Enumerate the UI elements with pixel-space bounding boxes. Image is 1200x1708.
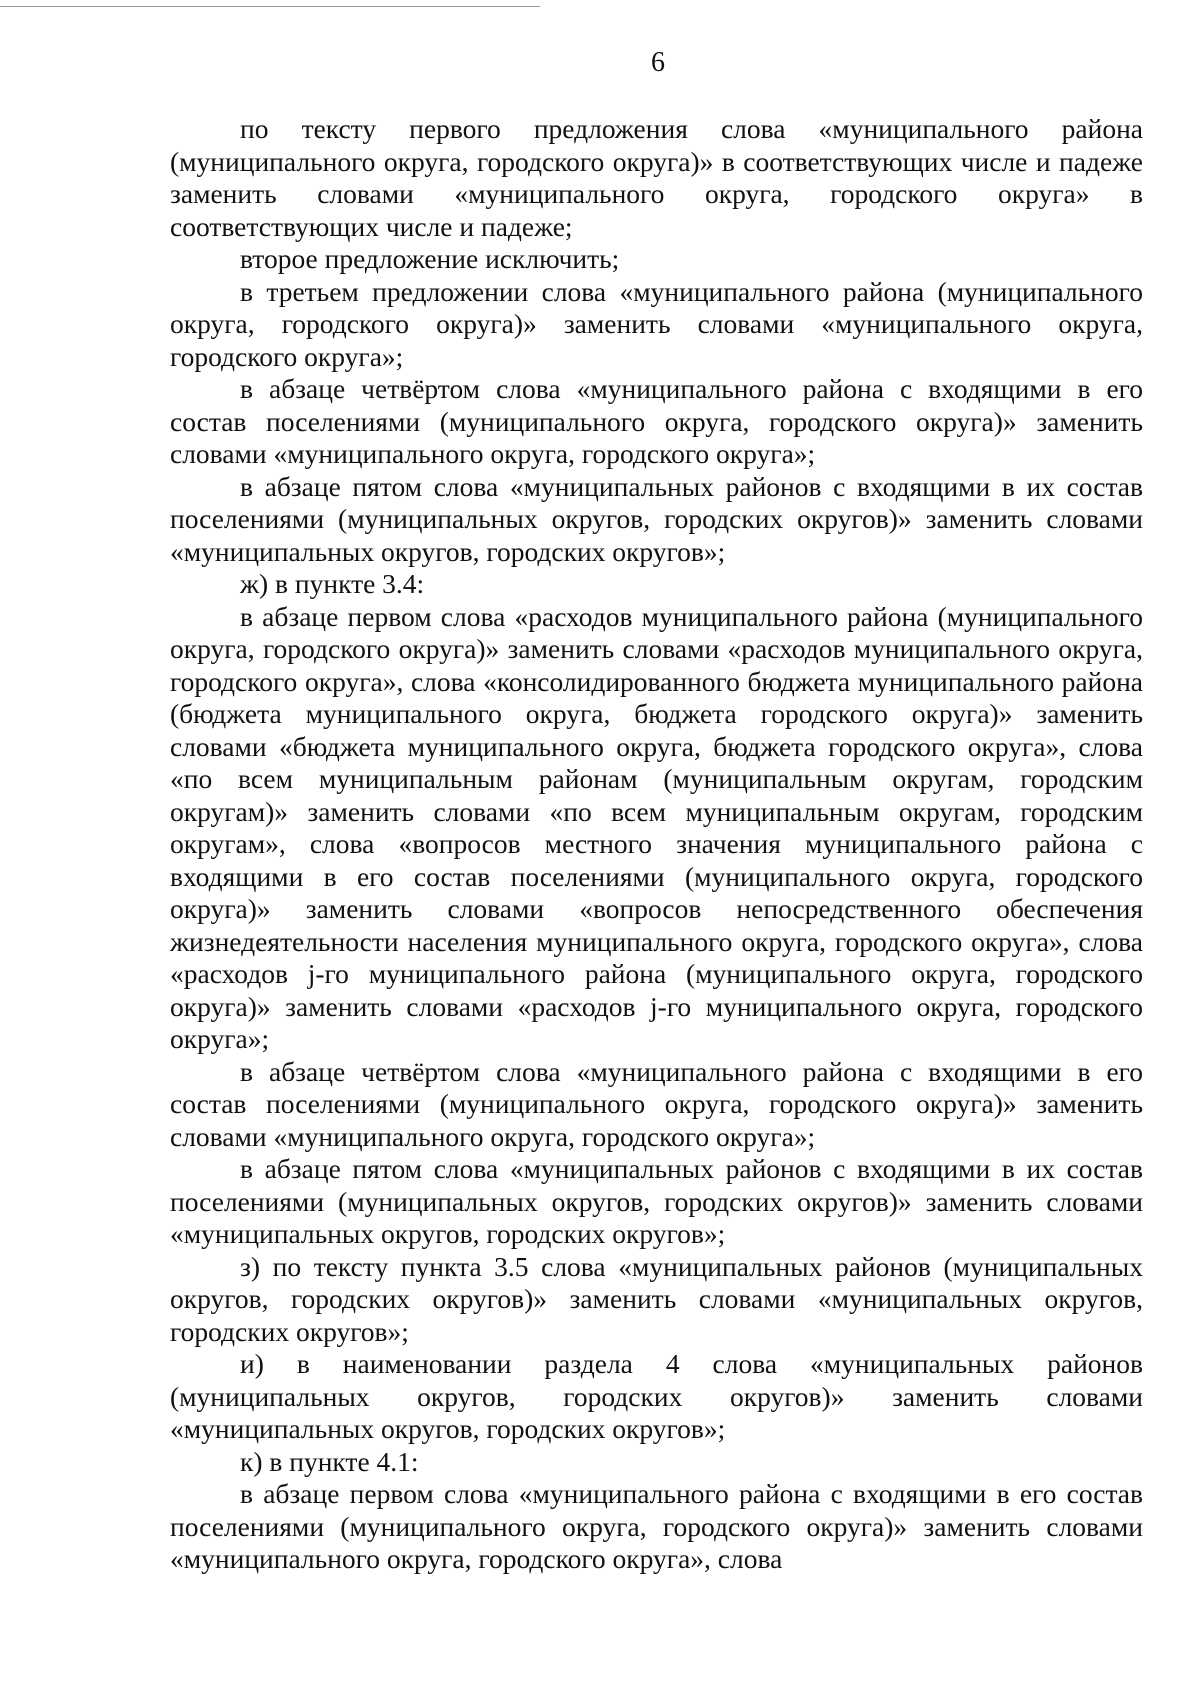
page-number: 6 <box>651 47 665 78</box>
paragraph: в абзаце первом слова «муниципального района с входящими в его состав поселениями (муниципального округа, городского округа)» заменить словами «муниципального округа, городского округа», слова <box>170 1478 1143 1574</box>
paragraph: в третьем предложении слова «муниципального района (муниципального округа, городского округа)» заменить словами «муниципального округа, городского округа»; <box>170 275 1143 372</box>
paragraph: в абзаце четвёртом слова «муниципального района с входящими в его состав поселениями (муниципального округа, городского округа)» заменить словами «муниципального округа, городского округа»; <box>170 1055 1143 1152</box>
paragraph: в абзаце четвёртом слова «муниципального района с входящими в его состав поселениями (муниципального округа, городского округа)» заменить словами «муниципального округа, городского округа»; <box>170 373 1143 469</box>
document-body <box>170 113 1143 1576</box>
paragraph: в абзаце пятом слова «муниципальных районов с входящими в их состав поселениями (муниципальных округов, городских округов)» заменить словами «муниципальных округов, городских округов»; <box>170 1153 1143 1249</box>
paragraph: второе предложение исключить; <box>240 243 620 274</box>
paragraph: в абзаце пятом слова «муниципальных районов с входящими в их состав поселениями (муниципальных округов, городских округов)» заменить словами «муниципальных округов, городских округов»; <box>170 470 1143 567</box>
paragraph: з) по тексту пункта 3.5 слова «муниципальных районов (муниципальных округов, городских округов)» заменить словами «муниципальных округов, городских округов»; <box>170 1250 1143 1347</box>
paragraph: в абзаце первом слова «расходов муниципального района (муниципального округа, городского округа)» заменить словами «расходов муниципального округа, городского округа», слова «консолидированного бюджета муниципального района (бюджета муниципального округа, бюджета городского округа)» заменить словами «бюджета муниципального округа, бюджета городского округа», слова «по всем муниципальным районам (муниципальным округам, городским округам)» заменить словами «по всем муниципальным округам, городским округам», слова «вопросов местного значения муниципального района с входящими в его состав поселениями (муниципального округа, городского округа)» заменить словами «вопросов непосредственного обеспечения жизнедеятельности населения муниципального округа, городского округа», слова «расходов j-го муниципального района (муниципального округа, городского округа)» заменить словами «расходов j-го муниципального округа, городского округа»; <box>170 600 1143 1054</box>
paragraph: к) в пункте 4.1: <box>240 1445 419 1477</box>
paragraph: по тексту первого предложения слова «муниципального района (муниципального округа, городского округа)» в соответствующих числе и падеже заменить словами «муниципального округа, городского округа» в соответствующих числе и падеже; <box>170 113 1143 242</box>
paragraph: ж) в пункте 3.4: <box>240 568 425 599</box>
paragraph: и) в наименовании раздела 4 слова «муниципальных районов (муниципальных округов, городских округов)» заменить словами «муниципальных округов, городских округов»; <box>170 1348 1143 1444</box>
scan-edge-line <box>0 6 540 7</box>
